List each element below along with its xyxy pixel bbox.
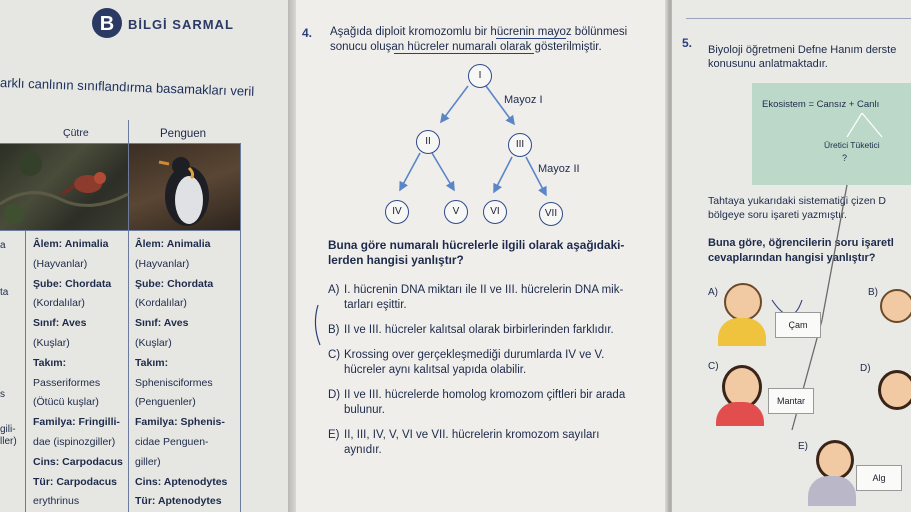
question-number: 5. xyxy=(682,36,693,50)
option-letter[interactable]: B) xyxy=(868,287,878,298)
cell-node-IV: IV xyxy=(385,200,409,224)
question-prompt: lerden hangisi yanlıştır? xyxy=(328,253,464,267)
col2-line: giller) xyxy=(135,455,161,468)
meiosis-2-label: Mayoz II xyxy=(538,163,580,175)
option-text: II ve III. hücrelerde homolog kromozom çiftleri bir arada xyxy=(344,389,626,401)
question-stem: konusunu anlatmaktadır. xyxy=(708,58,828,70)
col1-line: (Kuşlar) xyxy=(33,337,70,349)
section-heading: arklı canlının sınıflandırma basamakları veril xyxy=(0,75,255,99)
answer-card: Çam xyxy=(775,312,821,338)
col1-line: Takım: xyxy=(33,356,67,369)
board-line: Üretici Tüketici xyxy=(824,140,880,150)
option-letter[interactable]: E) xyxy=(798,441,808,452)
option-text: II, III, IV, V, VI ve VII. hücrelerin kromozom sayıları xyxy=(344,429,600,441)
cell-node-I: I xyxy=(468,64,492,88)
question-stem: sonucu oluşan hücreler numaralı olarak gösterilmiştir. xyxy=(330,41,602,53)
middle-page xyxy=(296,0,672,512)
question-prompt: Buna göre numaralı hücrelerle ilgili olarak aşağıdaki- xyxy=(328,238,625,252)
col2-line: Şube: Chordata xyxy=(135,277,214,290)
col2-line: (Kordalılar) xyxy=(135,297,187,310)
col1-line: Cins: Carpodacus xyxy=(33,455,123,468)
cell-node-III: III xyxy=(508,133,532,157)
student-avatar-body xyxy=(716,402,764,426)
board-line: ? xyxy=(842,153,848,163)
col2-line: Takım: xyxy=(135,356,169,369)
student-avatar-body xyxy=(808,476,856,506)
option-text: Krossing over gerçekleşmediği durumlarda IV ve V. xyxy=(344,349,605,361)
side-label: a xyxy=(0,240,6,251)
col1-line: Passeriformes xyxy=(33,376,101,389)
bilgi-sarmal-logo-icon xyxy=(88,6,126,40)
option-letter[interactable]: B) xyxy=(328,324,340,336)
question-prompt: Buna göre, öğrencilerin soru işaretl xyxy=(708,237,894,249)
col1-line: erythrinus xyxy=(33,495,80,508)
col1-line: Sınıf: Aves xyxy=(33,317,87,330)
option-text: hücreler aynı kalıtsal yapıda olabilir. xyxy=(344,364,527,376)
col1-line: Tür: Carpodacus xyxy=(33,475,118,488)
col2-line: Cins: Aptenodytes xyxy=(135,475,228,488)
col1-line: dae (ispinozgiller) xyxy=(33,436,116,448)
option-letter[interactable]: C) xyxy=(708,361,719,372)
col2-line: Âlem: Animalia xyxy=(135,238,211,250)
side-label: ller) xyxy=(0,436,17,447)
option-letter[interactable]: E) xyxy=(328,429,340,441)
student-avatar xyxy=(816,440,854,480)
answer-card: Mantar xyxy=(768,388,814,414)
table-divider xyxy=(240,143,241,512)
cell-node-VII: VII xyxy=(539,202,563,226)
col1-line: Familya: Fringilli- xyxy=(33,416,120,429)
col1-line: Âlem: Animalia xyxy=(33,238,109,250)
question-text: Tahtaya yukarıdaki sistematiği çizen D xyxy=(708,195,886,207)
option-letter[interactable]: C) xyxy=(328,349,341,361)
option-letter[interactable]: D) xyxy=(860,363,871,374)
penguin-photo xyxy=(129,144,240,230)
cell-node-VI: VI xyxy=(483,200,507,224)
col2-line: (Penguenler) xyxy=(135,396,196,409)
col2-line: Tür: Aptenodytes xyxy=(135,495,222,508)
pen-mark-icon xyxy=(308,300,348,360)
option-text: tarları eşittir. xyxy=(344,299,407,311)
student-avatar-body xyxy=(718,318,766,346)
student-avatar xyxy=(880,289,911,323)
column-header-2: Penguen xyxy=(160,128,207,140)
option-letter[interactable]: A) xyxy=(328,284,340,296)
col2-line: Sphenisciformes xyxy=(135,376,213,389)
col1-line: Şube: Chordata xyxy=(33,277,112,290)
col2-line: (Kuşlar) xyxy=(135,337,172,349)
table-border xyxy=(0,230,240,231)
bird-photo xyxy=(0,144,128,230)
cell-node-V: V xyxy=(444,200,468,224)
meiosis-1-label: Mayoz I xyxy=(504,94,543,106)
student-avatar xyxy=(878,370,911,410)
question-stem: Biyoloji öğretmeni Defne Hanım derste xyxy=(708,44,897,56)
pen-stroke-icon xyxy=(672,0,911,330)
student-avatar xyxy=(724,283,762,321)
col1-line: (Kordalılar) xyxy=(33,297,85,310)
question-number: 4. xyxy=(302,26,313,40)
column-header-1: Çütre xyxy=(63,127,89,139)
option-text: II ve III. hücreler kalıtsal olarak birbirlerinden farklıdır. xyxy=(344,324,614,336)
meiosis-arrows-icon xyxy=(296,0,672,240)
col1-line: (Ötücü kuşlar) xyxy=(33,396,99,409)
side-label: ta xyxy=(0,287,9,298)
question-text: bölgeye soru işareti yazmıştır. xyxy=(708,209,847,221)
side-label: s xyxy=(0,389,5,400)
side-label: gili- xyxy=(0,424,16,435)
left-page xyxy=(0,0,300,512)
option-text: aynıdır. xyxy=(344,444,382,456)
col2-line: Familya: Sphenis- xyxy=(135,416,225,429)
option-letter[interactable]: A) xyxy=(708,287,718,298)
col2-line: Sınıf: Aves xyxy=(135,317,189,330)
question-stem: Aşağıda diploit kromozomlu bir hücrenin mayoz bölünmesi xyxy=(330,26,628,38)
brand-name: BİLGİ SARMAL xyxy=(128,17,234,32)
option-letter[interactable]: D) xyxy=(328,389,341,401)
cell-node-II: II xyxy=(416,130,440,154)
right-page xyxy=(672,0,911,512)
svg-text:B: B xyxy=(99,13,115,35)
question-prompt: cevaplarından hangisi yanlıştır? xyxy=(708,252,876,264)
option-text: I. hücrenin DNA miktarı ile II ve III. hücrelerin DNA mik- xyxy=(344,284,624,296)
col2-line: (Hayvanlar) xyxy=(135,257,190,270)
col1-line: (Hayvanlar) xyxy=(33,257,88,270)
option-text: bulunur. xyxy=(344,404,385,416)
board-line: Ekosistem = Cansız + Canlı xyxy=(762,99,880,110)
answer-card: Alg xyxy=(856,465,902,491)
col2-line: cidae Penguen- xyxy=(135,436,209,448)
